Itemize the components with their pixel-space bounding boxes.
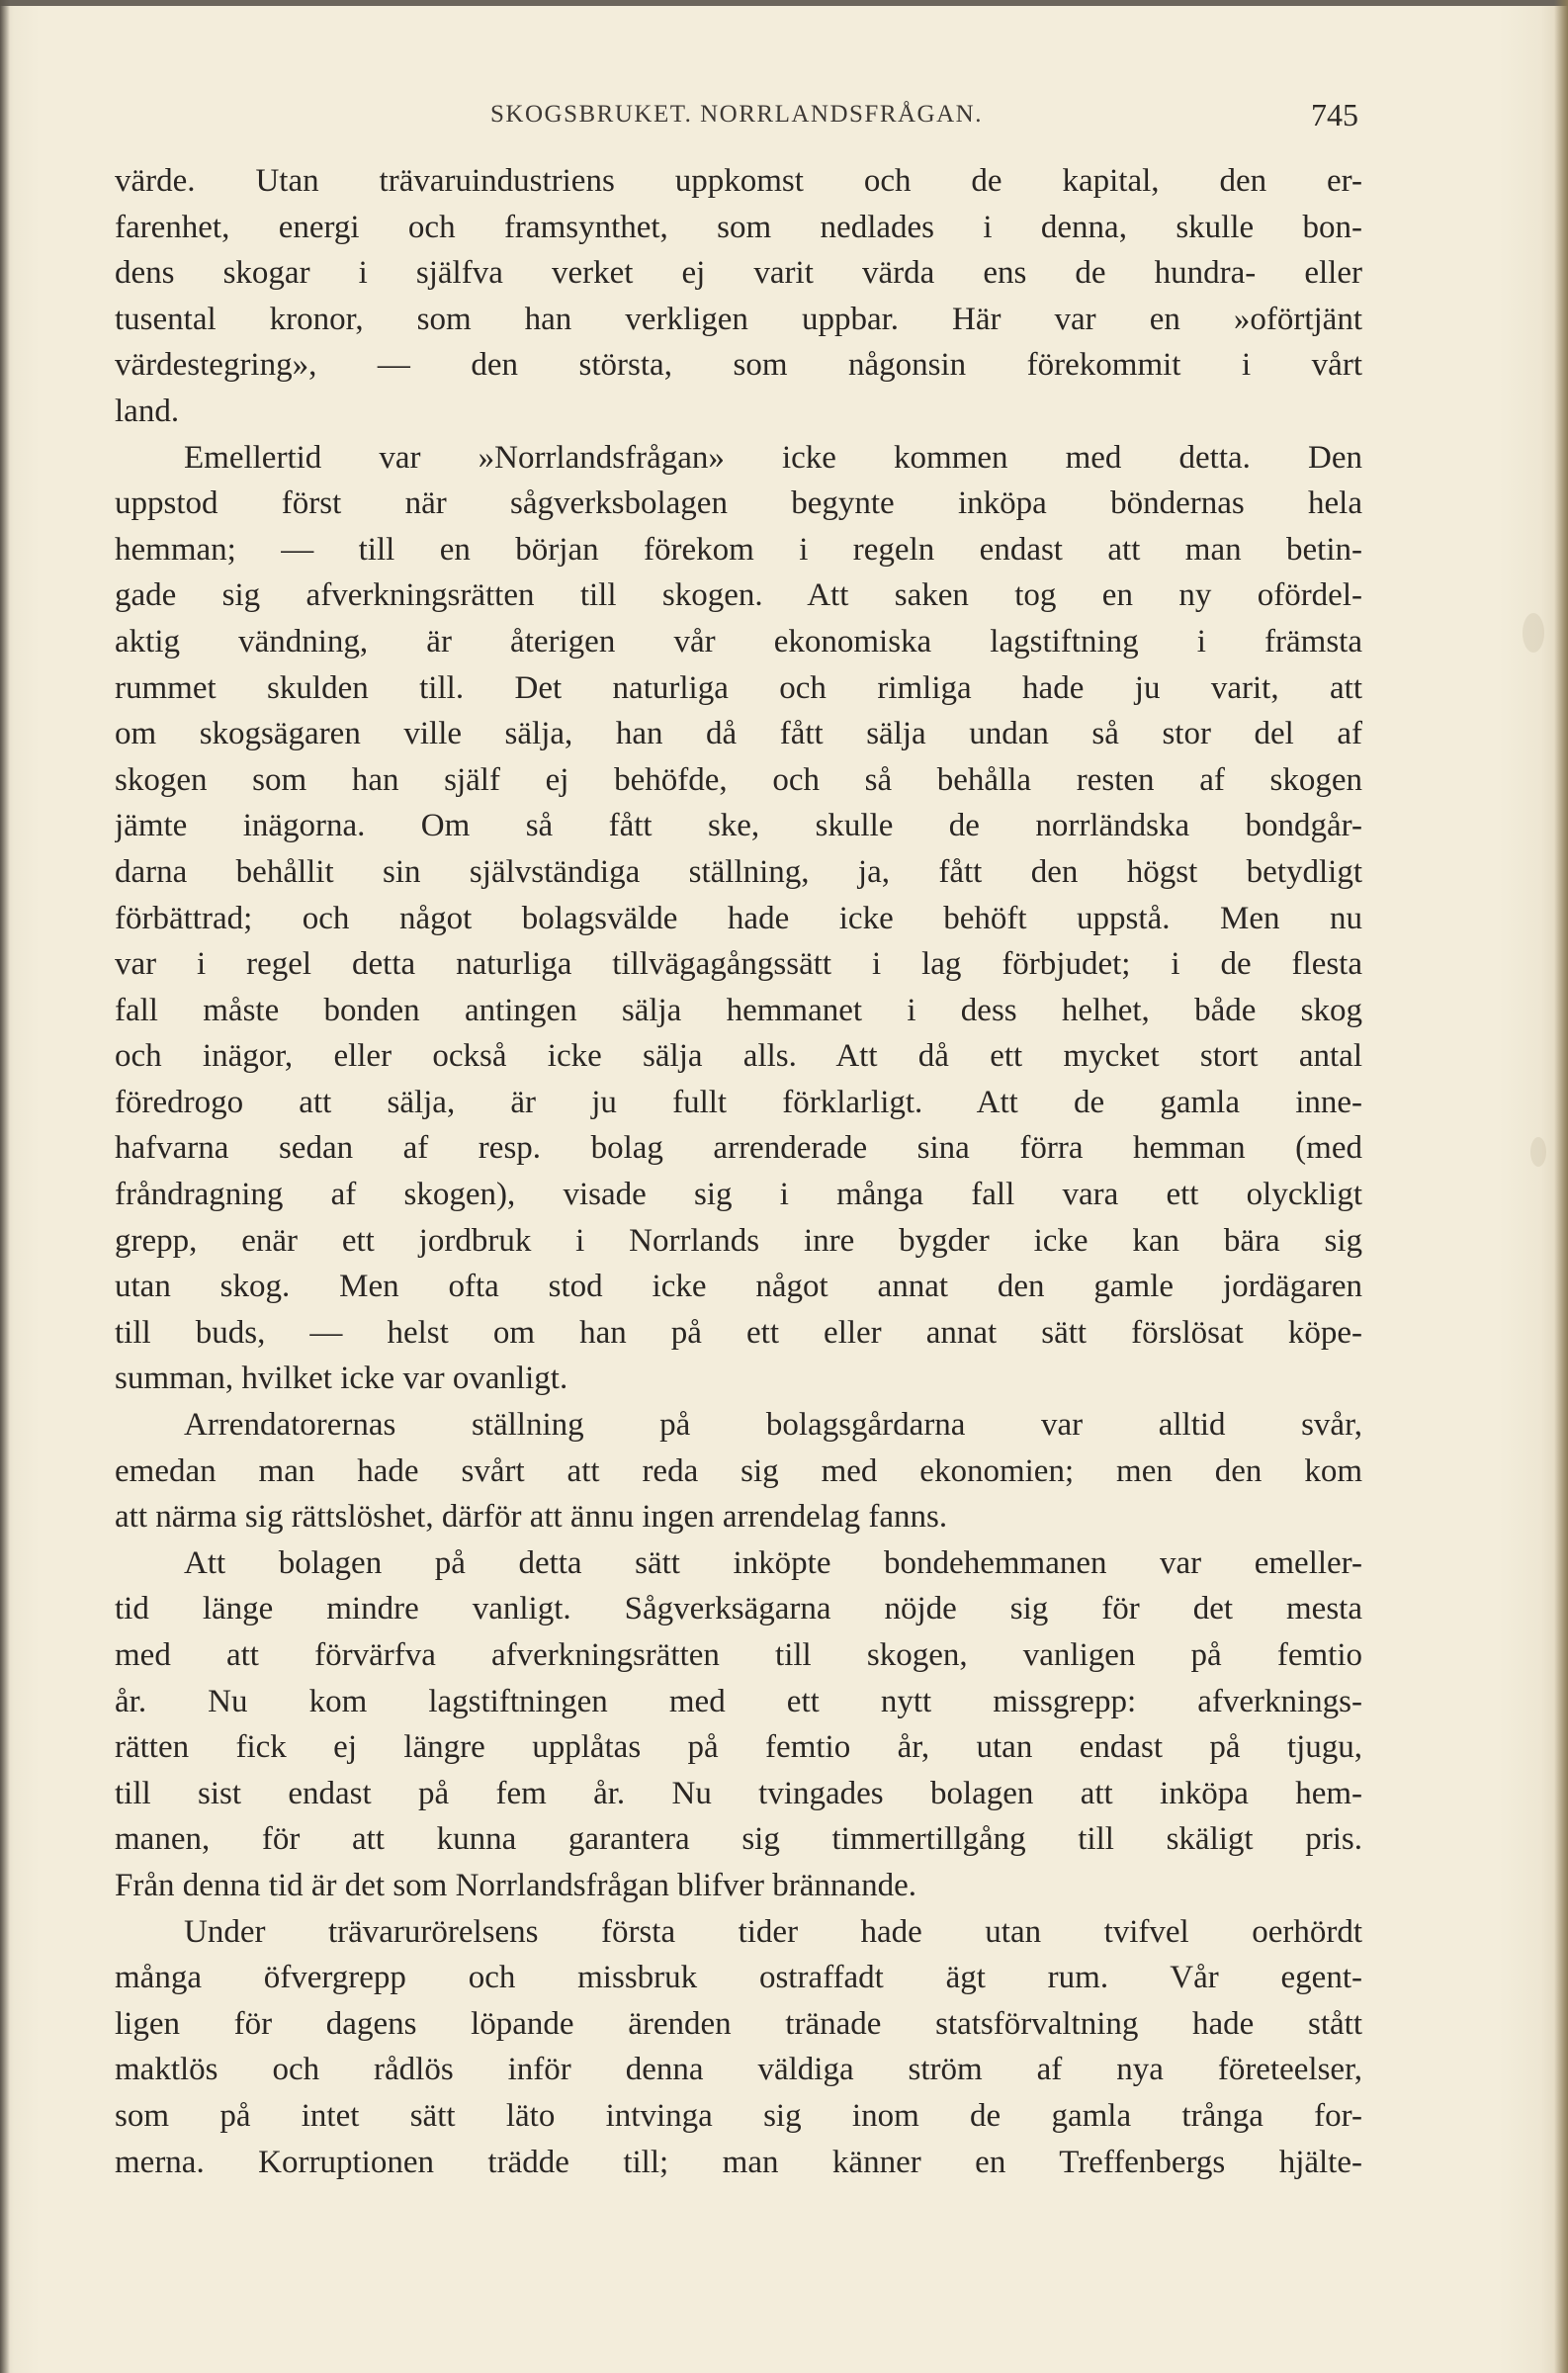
body-text — [115, 158, 1362, 2185]
text-line: skogen som han själf ej behöfde, och så behålla resten af skogen — [115, 761, 1362, 798]
text-line: tusental kronor, som han verkligen uppbar. Här var en »oförtjänt — [115, 301, 1362, 337]
page-header — [115, 97, 1358, 136]
text-line: och inägor, eller också icke sälja alls. Att då ett mycket stort antal — [115, 1038, 1362, 1075]
text-line: summan, hvilket icke var ovanligt. — [115, 1361, 568, 1397]
text-line: land. — [115, 393, 180, 429]
text-line: gade sig afverkningsrätten till skogen. Att saken tog en ny ofördel- — [115, 577, 1362, 614]
text-line: fall måste bonden antingen sälja hemmanet i dess helhet, både skog — [115, 992, 1362, 1028]
text-line: värdestegring», — den största, som någonsin förekommit i vårt — [115, 347, 1362, 384]
text-line: utan skog. Men ofta stod icke något annat den gamle jordägaren — [115, 1269, 1362, 1305]
paper-stain — [1530, 1137, 1546, 1167]
text-line: jämte inägorna. Om så fått ske, skulle de norrländska bondgår- — [115, 808, 1362, 844]
text-line: darna behållit sin självständiga ställning, ja, fått den högst betydligt — [115, 853, 1362, 890]
text-line: farenhet, energi och framsynthet, som nedlades i denna, skulle bon- — [115, 209, 1362, 245]
text-line: till buds, — helst om han på ett eller annat sätt förslösat köpe- — [115, 1314, 1362, 1351]
text-line: ligen för dagens löpande ärenden tränade statsförvaltning hade stått — [115, 2005, 1362, 2042]
text-line: värde. Utan trävaruindustriens uppkomst och de kapital, den er- — [115, 163, 1362, 199]
text-line: föredrogo att sälja, är ju fullt förklarligt. Att de gamla inne- — [115, 1084, 1362, 1120]
text-line: emedan man hade svårt att reda sig med ekonomien; men den kom — [115, 1452, 1362, 1489]
text-line: med att förvärfva afverkningsrätten till skogen, vanligen på femtio — [115, 1637, 1362, 1673]
text-line: rummet skulden till. Det naturliga och rimliga hade ju varit, att — [115, 669, 1362, 706]
text-line: manen, för att kunna garantera sig timmertillgång till skäligt pris. — [115, 1821, 1362, 1858]
paragraph — [115, 1909, 1362, 2186]
text-line: som på intet sätt läto intvinga sig inom de gamla trånga for- — [115, 2097, 1362, 2134]
paragraph — [115, 435, 1362, 1402]
paragraph — [115, 158, 1362, 435]
page-right-edge — [1554, 0, 1568, 2373]
paragraph — [115, 1540, 1362, 1909]
text-line: förbättrad; och något bolagsvälde hade icke behöft uppstå. Men nu — [115, 900, 1362, 936]
paper-stain — [1523, 613, 1544, 653]
text-line: år. Nu kom lagstiftningen med ett nytt missgrepp: afverknings- — [115, 1683, 1362, 1719]
text-line: om skogsägaren ville sälja, han då fått sälja undan så stor del af — [115, 716, 1362, 752]
text-line: merna. Korruptionen trädde till; man känner en Treffenbergs hjälte- — [115, 2144, 1362, 2180]
text-line: uppstod först när sågverksbolagen begynte inköpa böndernas hela — [115, 485, 1362, 522]
page-top-edge — [0, 0, 1568, 6]
text-line: att närma sig rättslöshet, därför att ännu ingen arrendelag fanns. — [115, 1499, 948, 1536]
text-line: till sist endast på fem år. Nu tvingades bolagen att inköpa hem- — [115, 1775, 1362, 1811]
paragraph — [115, 1402, 1362, 1540]
text-line: Från denna tid är det som Norrlandsfrågan blifver brännande. — [115, 1867, 916, 1903]
text-line: hafvarna sedan af resp. bolag arrenderade sina förra hemman (med — [115, 1130, 1362, 1167]
text-line: Under trävarurörelsens första tider hade utan tvifvel oerhördt — [184, 1913, 1362, 1950]
text-line: aktig vändning, är återigen vår ekonomiska lagstiftning i främsta — [115, 623, 1362, 659]
running-head: SKOGSBRUKET. NORRLANDSFRÅGAN. — [490, 101, 983, 128]
page-number: 745 — [1311, 97, 1358, 132]
text-line: Att bolagen på detta sätt inköpte bondehemmanen var emeller- — [184, 1544, 1362, 1581]
text-line: var i regel detta naturliga tillvägagångssätt i lag förbjudet; i de flesta — [115, 946, 1362, 983]
text-line: tid länge mindre vanligt. Sågverksägarna nöjde sig för det mesta — [115, 1591, 1362, 1627]
page-left-edge — [0, 0, 10, 2373]
text-line: maktlös och rådlös inför denna väldiga ström af nya företeelser, — [115, 2052, 1362, 2088]
text-line: dens skogar i själfva verket ej varit värda ens de hundra- eller — [115, 255, 1362, 292]
text-line: hemman; — till en början förekom i regeln endast att man betin- — [115, 531, 1362, 568]
text-line: grepp, enär ett jordbruk i Norrlands inre bygder icke kan bära sig — [115, 1222, 1362, 1259]
text-line: Emellertid var »Norrlandsfrågan» icke kommen med detta. Den — [184, 439, 1362, 476]
text-line: många öfvergrepp och missbruk ostraffadt ägt rum. Vår egent- — [115, 1960, 1362, 1996]
text-line: fråndragning af skogen), visade sig i många fall vara ett olyckligt — [115, 1177, 1362, 1213]
text-line: Arrendatorernas ställning på bolagsgårdarna var alltid svår, — [184, 1407, 1362, 1444]
text-line: rätten fick ej längre upplåtas på femtio år, utan endast på tjugu, — [115, 1729, 1362, 1766]
